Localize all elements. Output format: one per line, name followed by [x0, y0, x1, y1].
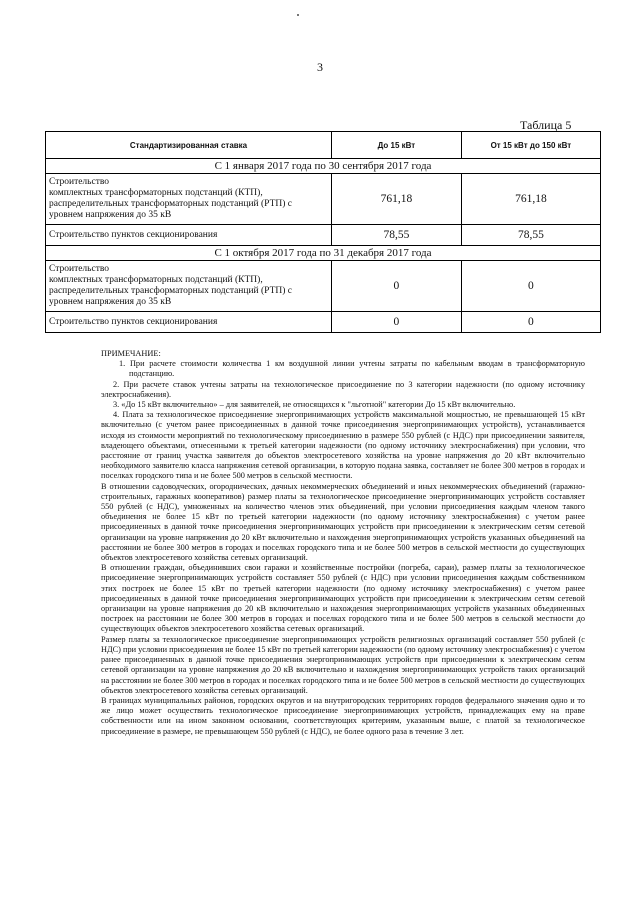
table-caption: Таблица 5: [520, 118, 572, 132]
period-label: С 1 октября 2017 года по 31 декабря 2017 года: [46, 246, 601, 261]
notes-heading: ПРИМЕЧАНИЕ:: [101, 349, 161, 358]
header-rate: Стандартизированная ставка: [46, 132, 332, 159]
period-label: С 1 января 2017 года по 30 сентября 2017 года: [46, 159, 601, 174]
note-paragraph-religious: Размер платы за технологическое присоединение энергопринимающих устройств религиозных организаций составляет 550 рублей (с НДС) при условии присоединения не более 15 кВт по третьей категории надежности (по одному источнику электроснабжения) с учетом ранее присоединенных в данной точке присоединения энергопринимающих устройств при присоединении к электрическим сетям сетевой организации на уровне напряжения до 20 кВ включительно и нахождения энергопринимающих устройств таких организаций на расстоянии не более 300 метров в городах и поселках городского типа и не более 500 метров в сельской местности до существующих объектов электросетевого хозяйства сетевых организаций.: [101, 634, 585, 695]
value-15-to-150kw: 0: [461, 261, 600, 312]
value-15-to-150kw: 0: [461, 312, 600, 333]
scan-speck: [297, 14, 299, 16]
note-4: 4. Плата за технологическое присоединение энергопринимающих устройств максимальной мощностью, не превышающей 15 кВт включительно (с учетом ранее присоединенных в данной точке присоединения энергопринимающих устройств), устанавливается исходя из стоимости мероприятий по технологическому присоединению в размере 550 рублей (с НДС) при присоединении заявителя, владеющего объектами, отнесенными к третьей категории надежности (по одному источнику электроснабжения) при условии, что расстояние от границ участка заявителя до объектов электросетевого хозяйства на уровне напряжения до 20 кВт включительно необходимого заявителю класса напряжения сетевой организации, в которую подана заявка, составляет не более 300 метров в городах и поселках городского типа и не более 500 метров в сельской местности.: [101, 410, 585, 481]
table-header-row: [46, 132, 601, 159]
table-row: [46, 312, 601, 333]
row-name: [46, 261, 332, 312]
value-up-to-15kw: 761,18: [332, 174, 462, 225]
header-15-to-150kw: От 15 кВт до 150 кВт: [461, 132, 600, 159]
value-15-to-150kw: 78,55: [461, 225, 600, 246]
table-row: [46, 261, 601, 312]
table-row: [46, 225, 601, 246]
row-name-line: Строительство: [49, 177, 110, 187]
row-name-line: уровнем напряжения до 35 кВ: [49, 210, 172, 220]
row-name-line: распределительных трансформаторных подстанций (РТП) с: [49, 199, 293, 209]
page-number: 3: [317, 60, 323, 74]
row-name-line: комплектных трансформаторных подстанций (КТП),: [49, 275, 263, 285]
row-name: [46, 174, 332, 225]
value-up-to-15kw: 78,55: [332, 225, 462, 246]
row-name: Строительство пунктов секционирования: [46, 225, 332, 246]
note-3: 3. «До 15 кВт включительно» – для заявителей, не относящихся к "льготной" категории До 15 кВт включительно.: [113, 400, 516, 410]
table-row: [46, 174, 601, 225]
row-name-line: Строительство: [49, 264, 110, 274]
note-paragraph-associations: В отношении садоводческих, огороднических, дачных некоммерческих объединений и иных некоммерческих объединений (гаражно-строительных, гаражных кооперативов) размер платы за технологическое присоединение энергопринимающих устройств составляет 550 рублей (с НДС), умноженных на количество членов этих объединений, при условии присоединения каждым членом такого объединения не более 15 кВт по третьей категории надежности (по одному источнику электроснабжения) с учетом ранее присоединенных в данной точке присоединения энергопринимающих устройств при присоединении к электрическим сетям сетевой организации на уровне напряжения до 20 кВт включительно и нахождения энергопринимающих устройств указанных объединений на расстоянии не более 300 метров в городах и поселках городского типа и не более 500 метров в сельской местности до существующих объектов электросетевого хозяйства сетевых организаций.: [101, 481, 585, 563]
header-up-to-15kw: До 15 кВт: [332, 132, 462, 159]
value-up-to-15kw: 0: [332, 312, 462, 333]
value-15-to-150kw: 761,18: [461, 174, 600, 225]
notes-section: [101, 349, 585, 737]
note-2: 2. При расчете ставок учтены затраты на технологическое присоединение по 3 категории надежности (по одному источнику электроснабжения).: [101, 379, 585, 399]
value-up-to-15kw: 0: [332, 261, 462, 312]
period-row: [46, 246, 601, 261]
period-row: [46, 159, 601, 174]
note-paragraph-limit: В границах муниципальных районов, городских округов и на внутригородских территориях городов федерального значения одно и то же лицо может осуществить технологическое присоединение энергопринимающих устройств, принадлежащих ему на праве собственности или на ином законном основании, соответствующих критериям, указанным выше, с платой за технологическое присоединение в размере, не превышающем 550 рублей (с НДС), не более одного раза в течение 3 лет.: [101, 695, 585, 736]
row-name-line: комплектных трансформаторных подстанций (КТП),: [49, 188, 263, 198]
rates-table: [45, 131, 601, 333]
row-name: Строительство пунктов секционирования: [46, 312, 332, 333]
note-paragraph-garages: В отношении граждан, объединивших свои гаражи и хозяйственные постройки (погреба, сараи), размер платы за технологическое присоединение энергопринимающих устройств составляет 550 рублей (с НДС) при условии присоединения каждым собственником этих построек не более 15 кВт по третьей категории надежности (по одному источнику электроснабжения) с учетом ранее присоединенных в данной точке присоединения энергопринимающих устройств при присоединении к электрическим сетям сетевой организации на уровне напряжения до 20 кВ включительно и нахождения энергопринимающих устройств указанных объединенных построек на расстоянии не более 300 метров в городах и поселках городского типа и не более 500 метров в сельской местности до существующих объектов электросетевого хозяйства сетевых организаций.: [101, 563, 585, 634]
row-name-line: распределительных трансформаторных подстанций (РТП) с: [49, 286, 293, 296]
row-name-line: уровнем напряжения до 35 кВ: [49, 297, 172, 307]
note-1: 1. При расчете стоимости количества 1 км воздушной линии учтены затраты по кабельным вводам в трансформаторную подстанцию.: [119, 359, 585, 379]
